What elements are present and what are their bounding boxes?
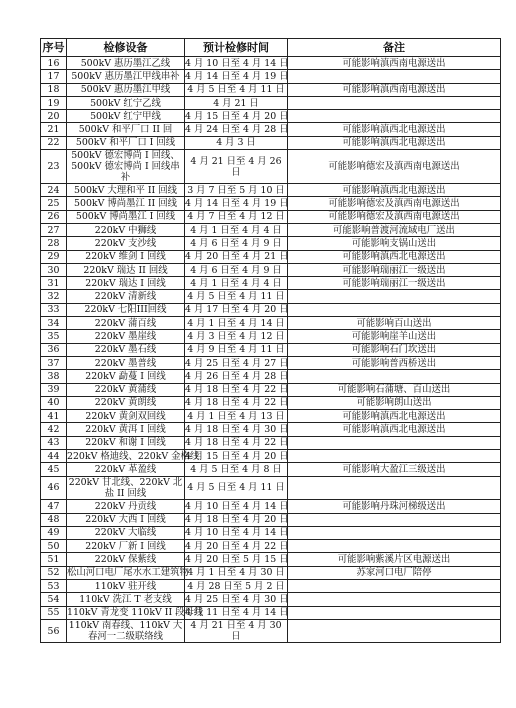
row-device-cell: 500kV 博尚墨江 II 回线 <box>67 197 185 210</box>
row-note-cell <box>288 436 501 449</box>
maintenance-table <box>40 38 501 643</box>
table-row <box>41 184 501 197</box>
row-note-cell: 可能影响德宏及滇西南电源送出 <box>288 210 501 223</box>
table-row <box>41 237 501 250</box>
header-note: 备注 <box>288 39 501 57</box>
row-note-cell: 可能影响德宏及滇西南电源送出 <box>288 197 501 210</box>
row-note-cell: 可能影响普西桥送出 <box>288 356 501 369</box>
row-device-cell: 110kV 洗江 T 老支线 <box>67 593 185 606</box>
table-row <box>41 566 501 579</box>
row-device-cell: 500kV 博尚墨江 I 回线 <box>67 210 185 223</box>
row-no-cell: 23 <box>41 150 67 184</box>
row-time-cell: 4 月 28 日至 5 月 2 日 <box>185 579 288 592</box>
row-time-cell: 4 月 26 日至 4 月 28 日 <box>185 370 289 382</box>
row-no-cell: 50 <box>41 540 67 553</box>
table-row <box>41 343 501 356</box>
table-row <box>41 450 501 463</box>
row-note-cell <box>288 513 501 526</box>
row-no-cell: 19 <box>41 96 67 109</box>
row-device-cell: 220kV 革盈线 <box>67 463 185 476</box>
table-row <box>41 476 501 500</box>
row-note-cell <box>288 476 501 500</box>
row-note-cell: 可能影响滇西北电源送出 <box>288 410 501 423</box>
row-time-cell: 4 月 10 日至 4 月 14 日 <box>185 527 289 539</box>
row-device-cell: 220kV 格迪线、220kV 金格线 <box>67 450 200 462</box>
row-note-cell: 可能影响支锅山送出 <box>288 237 501 250</box>
row-note-cell <box>288 303 501 316</box>
table-row <box>41 593 501 606</box>
row-no-cell: 35 <box>41 330 67 343</box>
row-no-cell: 29 <box>41 250 67 263</box>
row-no-cell: 26 <box>41 210 67 223</box>
row-device-cell: 220kV 支沙线 <box>67 237 185 250</box>
row-no-cell: 22 <box>41 136 67 149</box>
row-time-cell: 4 月 20 日至 5 月 15 日 <box>185 554 289 566</box>
row-device-cell: 220kV 黄剑双回线 <box>67 410 185 423</box>
row-time-cell: 4 月 6 日至 4 月 9 日 <box>185 263 288 276</box>
row-device-cell: 500kV 红宁乙线 <box>67 96 185 109</box>
row-device-cell: 500kV 惠历墨江乙线 <box>67 57 185 70</box>
row-note-cell <box>288 526 501 539</box>
row-no-cell: 48 <box>41 513 67 526</box>
table-row <box>41 223 501 236</box>
row-note-cell: 可能影响滇西北电源送出 <box>288 423 501 436</box>
row-time-cell: 4 月 10 日至 4 月 14 日 <box>185 57 289 69</box>
row-no-cell: 55 <box>41 606 67 619</box>
row-note-cell: 可能影响瑞丽江一级送出 <box>288 277 501 290</box>
table-row <box>41 123 501 136</box>
table-row <box>41 57 501 70</box>
row-device-cell: 220kV 瑞达 II 回线 <box>67 263 185 276</box>
row-note-cell: 可能影响滇西南电源送出 <box>288 57 501 70</box>
row-no-cell: 52 <box>41 566 67 579</box>
row-device-cell: 220kV 中狮线 <box>67 223 185 236</box>
row-note-cell: 可能影响滇西北电源送出 <box>288 123 501 136</box>
row-device-cell: 500kV 和平厂口 II 回 <box>67 123 185 136</box>
row-note-cell <box>288 450 501 463</box>
table-row <box>41 619 501 643</box>
row-device-cell: 110kV 南春线、110kV 大春河一二级联络线 <box>67 619 185 643</box>
row-note-cell: 可能影响滇西北电源送出 <box>288 184 501 197</box>
table-row <box>41 83 501 96</box>
row-device-cell: 220kV 墨石线 <box>67 343 185 356</box>
row-device-cell: 110kV 驻开线 <box>67 579 185 592</box>
row-no-cell: 43 <box>41 436 67 449</box>
table-row <box>41 317 501 330</box>
row-note-cell: 可能影响石蒲塘、百山送出 <box>288 383 501 396</box>
row-no-cell: 49 <box>41 526 67 539</box>
row-time-cell: 3 月 7 日至 5 月 10 日 <box>185 184 288 197</box>
row-device-cell: 220kV 黄蒲线 <box>67 383 185 396</box>
table-row <box>41 136 501 149</box>
table-row <box>41 463 501 476</box>
row-note-cell: 苏家河口电厂陪停 <box>288 566 501 579</box>
row-time-cell: 4 月 18 日至 4 月 20 日 <box>185 514 289 526</box>
row-no-cell: 37 <box>41 356 67 369</box>
row-time-cell: 4 月 11 日至 4 月 14 日 <box>185 607 289 619</box>
row-time-cell: 4 月 1 日至 4 月 4 日 <box>185 223 288 236</box>
row-time-cell: 4 月 5 日至 4 月 11 日 <box>185 476 288 500</box>
table-row <box>41 96 501 109</box>
row-device-cell: 220kV 七阳III回线 <box>67 303 185 316</box>
row-no-cell: 18 <box>41 83 67 96</box>
row-note-cell: 可能影响滇西南电源送出 <box>288 83 501 96</box>
table-row <box>41 436 501 449</box>
row-time-cell: 4 月 5 日至 4 月 8 日 <box>185 463 288 476</box>
row-no-cell: 34 <box>41 317 67 330</box>
row-device-cell: 500kV 惠历墨江甲线 <box>67 83 185 96</box>
row-no-cell: 27 <box>41 223 67 236</box>
row-note-cell <box>288 619 501 643</box>
row-device-cell: 220kV 墨崖线 <box>67 330 185 343</box>
row-note-cell: 可能影响崖羊山送出 <box>288 330 501 343</box>
row-time-cell: 4 月 24 日至 4 月 28 日 <box>185 124 289 136</box>
row-time-cell: 4 月 18 日至 4 月 30 日 <box>185 424 289 436</box>
row-no-cell: 38 <box>41 370 67 383</box>
row-device-cell: 220kV 黄洱 I 回线 <box>67 423 185 436</box>
row-time-cell: 4 月 14 日至 4 月 19 日 <box>185 198 289 210</box>
row-device-cell: 220kV 甘北线、220kV 北盐 II 回线 <box>67 476 185 500</box>
row-no-cell: 46 <box>41 476 67 500</box>
row-no-cell: 51 <box>41 553 67 566</box>
table-row <box>41 197 501 210</box>
table-row <box>41 579 501 592</box>
row-time-cell: 4 月 5 日至 4 月 11 日 <box>185 83 288 96</box>
table-row <box>41 540 501 553</box>
row-time-cell: 4 月 18 日至 4 月 22 日 <box>185 397 289 409</box>
row-no-cell: 54 <box>41 593 67 606</box>
row-note-cell <box>288 96 501 109</box>
row-note-cell <box>288 110 501 123</box>
row-note-cell <box>288 70 501 83</box>
table-row <box>41 70 501 83</box>
row-time-cell: 4 月 3 日 <box>185 136 288 149</box>
row-device-cell: 220kV 保紫线 <box>67 553 185 566</box>
row-no-cell: 24 <box>41 184 67 197</box>
row-device-cell: 500kV 和平厂口 I 回线 <box>67 136 185 149</box>
row-note-cell <box>288 370 501 383</box>
row-device-cell: 220kV 丹贡线 <box>67 500 185 513</box>
row-time-cell: 4 月 14 日至 4 月 19 日 <box>185 70 289 82</box>
row-note-cell: 可能影响紫溪片区电源送出 <box>288 553 501 566</box>
row-no-cell: 25 <box>41 197 67 210</box>
row-no-cell: 39 <box>41 383 67 396</box>
row-device-cell: 220kV 墨普线 <box>67 356 185 369</box>
row-time-cell: 4 月 17 日至 4 月 20 日 <box>185 304 289 316</box>
row-note-cell: 可能影响石门坎送出 <box>288 343 501 356</box>
row-device-cell: 220kV 蒲百线 <box>67 317 185 330</box>
table-row <box>41 370 501 383</box>
row-time-cell: 4 月 1 日至 4 月 4 日 <box>185 277 288 290</box>
row-device-cell: 220kV 黄朗线 <box>67 396 185 409</box>
row-device-cell: 220kV 大西 I 回线 <box>67 513 185 526</box>
row-time-cell: 4 月 18 日至 4 月 22 日 <box>185 384 289 396</box>
row-device-cell: 松山河口电厂尾水水工建筑物 <box>67 567 189 579</box>
row-note-cell: 可能影响丹珠河梯级送出 <box>288 500 501 513</box>
row-no-cell: 40 <box>41 396 67 409</box>
row-time-cell: 4 月 21 日至 4 月 30 日 <box>185 619 288 643</box>
row-time-cell: 4 月 20 日至 4 月 22 日 <box>185 540 289 552</box>
row-note-cell: 可能影响滇西北电源送出 <box>288 250 501 263</box>
row-device-cell: 220kV 勐蔓 I 回线 <box>67 370 185 383</box>
row-note-cell <box>288 579 501 592</box>
row-no-cell: 32 <box>41 290 67 303</box>
row-device-cell: 500kV 红宁甲线 <box>67 110 185 123</box>
row-note-cell: 可能影响德宏及滇西南电源送出 <box>288 150 501 184</box>
row-time-cell: 4 月 15 日至 4 月 20 日 <box>185 110 289 122</box>
table-body <box>41 57 501 643</box>
row-device-cell: 500kV 大理和平 II 回线 <box>67 184 185 197</box>
row-time-cell: 4 月 6 日至 4 月 9 日 <box>185 237 288 250</box>
row-note-cell: 可能影响瑞丽江一级送出 <box>288 263 501 276</box>
table-row <box>41 513 501 526</box>
row-no-cell: 53 <box>41 579 67 592</box>
row-no-cell: 30 <box>41 263 67 276</box>
row-no-cell: 31 <box>41 277 67 290</box>
row-note-cell: 可能影响普渡河流域电厂送出 <box>288 223 501 236</box>
row-time-cell: 4 月 21 日至 4 月 26 日 <box>185 150 288 184</box>
table-row <box>41 500 501 513</box>
row-time-cell: 4 月 25 日至 4 月 27 日 <box>185 357 289 369</box>
row-device-cell: 500kV 惠历墨江甲线串补 <box>67 70 185 83</box>
row-no-cell: 56 <box>41 619 67 643</box>
row-no-cell: 16 <box>41 57 67 70</box>
row-time-cell: 4 月 9 日至 4 月 11 日 <box>185 343 288 356</box>
table-row <box>41 606 501 619</box>
row-note-cell: 可能影响大盈江三级送出 <box>288 463 501 476</box>
row-time-cell: 4 月 7 日至 4 月 12 日 <box>185 210 288 223</box>
header-time: 预计检修时间 <box>185 39 288 57</box>
row-time-cell: 4 月 21 日 <box>185 96 288 109</box>
table-row <box>41 396 501 409</box>
row-note-cell <box>288 593 501 606</box>
row-time-cell: 4 月 1 日至 4 月 30 日 <box>185 566 288 579</box>
row-no-cell: 33 <box>41 303 67 316</box>
row-time-cell: 4 月 20 日至 4 月 21 日 <box>185 251 289 263</box>
row-no-cell: 41 <box>41 410 67 423</box>
row-device-cell: 220kV 清新线 <box>67 290 185 303</box>
row-time-cell: 4 月 25 日至 4 月 30 日 <box>185 593 289 605</box>
row-time-cell: 4 月 3 日至 4 月 12 日 <box>185 330 288 343</box>
row-time-cell: 4 月 15 日至 4 月 20 日 <box>185 450 289 462</box>
table-row <box>41 210 501 223</box>
header-no: 序号 <box>41 39 67 57</box>
row-device-cell: 500kV 德宏博尚 I 回线、500kV 德宏博尚 I 回线串补 <box>67 150 185 184</box>
row-note-cell <box>288 606 501 619</box>
header-device: 检修设备 <box>67 39 185 57</box>
table-row <box>41 303 501 316</box>
table-row <box>41 553 501 566</box>
table-row <box>41 526 501 539</box>
row-no-cell: 17 <box>41 70 67 83</box>
row-time-cell: 4 月 10 日至 4 月 14 日 <box>185 500 289 512</box>
table-row <box>41 263 501 276</box>
table-row <box>41 290 501 303</box>
row-device-cell: 220kV 瑞达 I 回线 <box>67 277 185 290</box>
row-device-cell: 220kV 和谢 I 回线 <box>67 436 185 449</box>
row-device-cell: 220kV 大临线 <box>67 526 185 539</box>
row-time-cell: 4 月 18 日至 4 月 22 日 <box>185 437 289 449</box>
table-row <box>41 383 501 396</box>
row-note-cell <box>288 290 501 303</box>
row-note-cell: 可能影响滇西北电源送出 <box>288 136 501 149</box>
row-no-cell: 47 <box>41 500 67 513</box>
row-time-cell: 4 月 1 日至 4 月 13 日 <box>185 410 288 423</box>
row-no-cell: 45 <box>41 463 67 476</box>
row-no-cell: 44 <box>41 450 67 463</box>
row-no-cell: 21 <box>41 123 67 136</box>
row-time-cell: 4 月 5 日至 4 月 11 日 <box>185 290 288 303</box>
row-no-cell: 20 <box>41 110 67 123</box>
row-no-cell: 42 <box>41 423 67 436</box>
table-row <box>41 410 501 423</box>
table-row <box>41 330 501 343</box>
table-row <box>41 250 501 263</box>
table-row <box>41 277 501 290</box>
row-note-cell <box>288 540 501 553</box>
table-row <box>41 150 501 184</box>
row-device-cell: 220kV 维剑 I 回线 <box>67 250 185 263</box>
table-row <box>41 356 501 369</box>
table-row <box>41 110 501 123</box>
row-time-cell: 4 月 1 日至 4 月 14 日 <box>185 317 288 330</box>
row-no-cell: 36 <box>41 343 67 356</box>
row-note-cell: 可能影响朗山送出 <box>288 396 501 409</box>
row-device-cell: 220kV 厂新 I 回线 <box>67 540 185 553</box>
row-note-cell: 可能影响百山送出 <box>288 317 501 330</box>
table-header-row <box>41 39 501 57</box>
row-device-cell: 110kV 青龙变 110kV II 段母线 <box>67 607 204 619</box>
table-row <box>41 423 501 436</box>
row-no-cell: 28 <box>41 237 67 250</box>
